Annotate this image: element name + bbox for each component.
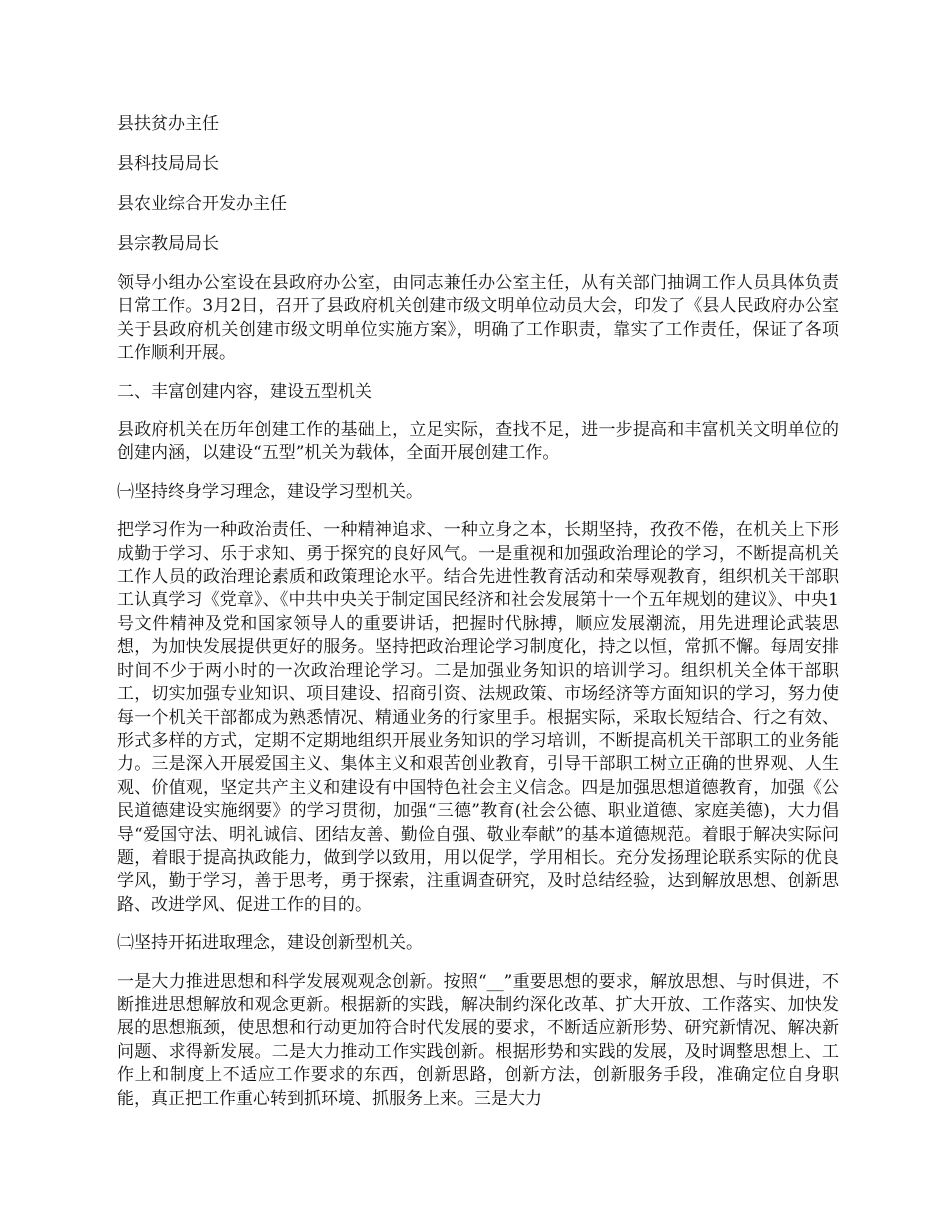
body-paragraph: 一是大力推进思想和科学发展观观念创新。按照“__”重要思想的要求，解放思想、与时俱进，不断推进思想解放和观念更新。根据新的实践，解决制约深化改革、扩大开放、工作落实、加快发展的思想瓶颈，使思想和行动更加符合时代发展的要求，不断适应新形势、研究新情况、解决新问题、求得新发展。二是大力推动工作实践创新。根据形势和实践的发展，及时调整思想上、工作上和制度上不适应工作要求的东西，创新思路，创新方法，创新服务手段，准确定位自身职能，真正把工作重心转到抓环境、抓服务上来。三是大力 (117, 971, 839, 1109)
body-paragraph: 领导小组办公室设在县政府办公室，由同志兼任办公室主任，从有关部门抽调工作人员具体负责日常工作。3月2日，召开了县政府机关创建市级文明单位动员大会，印发了《县人民政府办公室关于县政府机关创建市级文明单位实施方案》，明确了工作职责，靠实了工作责任，保证了各项工作顺利开展。 (117, 273, 839, 364)
document-page (117, 112, 839, 1126)
position-line: 县科技局局长 (117, 154, 219, 174)
body-paragraph: 把学习作为一种政治责任、一种精神追求、一种立身之本，长期坚持，孜孜不倦，在机关上下形成勤于学习、乐于求知、勇于探究的良好风气。一是重视和加强政治理论的学习，不断提高机关工作人员的政治理论素质和政策理论水平。结合先进性教育活动和荣辱观教育，组织机关干部职工认真学习《党章》、《中共中央关于制定国民经济和社会发展第十一个五年规划的建议》、中央1号文件精神及党和国家领导人的重要讲话，把握时代脉搏，顺应发展潮流，用先进理论武装思想，为加快发展提供更好的服务。坚持把政治理论学习制度化，持之以恒，常抓不懈。每周安排时间不少于两小时的一次政治理论学习。二是加强业务知识的培训学习。组织机关全体干部职工，切实加强专业知识、项目建设、招商引资、法规政策、市场经济等方面知识的学习，努力使每一个机关干部都成为熟悉情况、精通业务的行家里手。根据实际，采取长短结合、行之有效、形式多样的方式，定期不定期地组织开展业务知识的学习培训，不断提高机关干部职工的业务能力。三是深入开展爱国主义、集体主义和艰苦创业教育，引导干部职工树立正确的世界观、人生观、价值观，坚定共产主义和建设有中国特色社会主义信念。四是加强思想道德教育，加强《公民道德建设实施纲要》的学习贯彻，加强“三德”教育(社会公德、职业道德、家庭美德)，大力倡导“爱国守法、明礼诚信、团结友善、勤俭自强、敬业奉献”的基本道德规范。着眼于解决实际问题，着眼于提高执政能力，做到学以致用，用以促学，学用相长。充分发扬理论联系实际的优良学风，勤于学习，善于思考，勇于探索，注重调查研究，及时总结经验，达到解放思想、创新思路、改进学风、促进工作的目的。 (117, 520, 839, 915)
body-paragraph: 县政府机关在历年创建工作的基础上，立足实际，查找不足，进一步提高和丰富机关文明单位的创建内涵，以建设“五型”机关为载体，全面开展创建工作。 (117, 420, 839, 464)
subsection-heading: ㈠坚持终身学习理念，建设学习型机关。 (117, 481, 423, 502)
position-line: 县农业综合开发办主任 (117, 194, 287, 214)
section-heading: 二、丰富创建内容，建设五型机关 (117, 381, 372, 402)
subsection-heading: ㈡坚持开拓进取理念，建设创新型机关。 (117, 933, 423, 954)
position-line: 县宗教局局长 (117, 234, 219, 254)
position-line: 县扶贫办主任 (117, 114, 219, 134)
